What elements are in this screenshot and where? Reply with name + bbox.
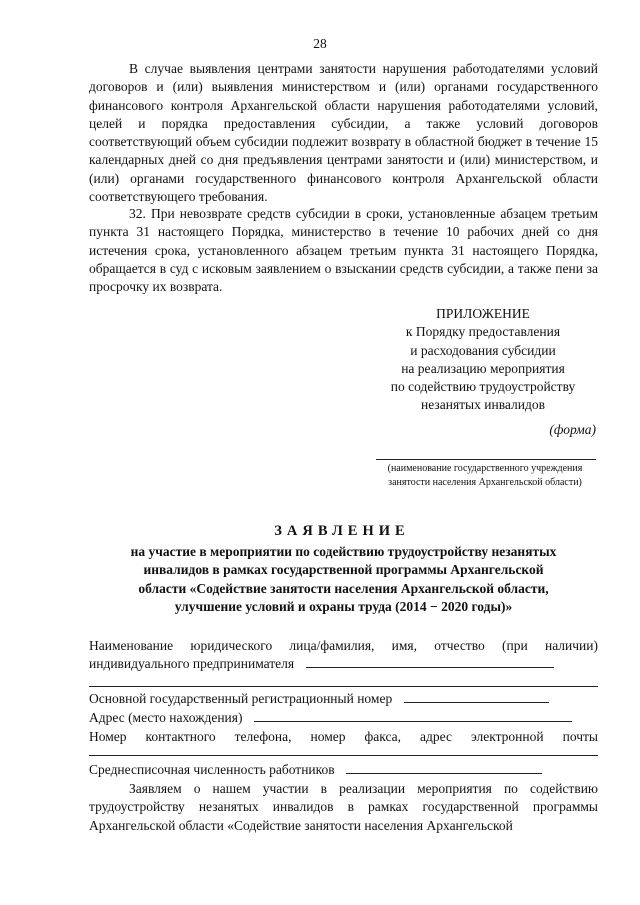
- field-ogrn-row: [89, 690, 598, 708]
- field-name-input[interactable]: [306, 655, 554, 668]
- subtitle-line: области «Содействие занятости населения Архангельской области,: [138, 580, 549, 596]
- field-name-extra-line[interactable]: [89, 686, 598, 687]
- subtitle-line: на участие в мероприятии по содействию трудоустройству незанятых: [130, 544, 557, 559]
- subtitle-line: улучшение условий и охраны труда (2014 − 2020 годы)»: [174, 598, 513, 614]
- statement-title: ЗАЯВЛЕНИЕ: [274, 523, 410, 539]
- appendix-line: на реализацию мероприятия: [401, 360, 565, 376]
- declaration-paragraph: Заявляем о нашем участии в реализации мероприятия по содействию трудоустройству незанятых инвалидов в рамках государственной программы Архангельской области «Содействие занятости населения Архангельской: [89, 781, 598, 833]
- appendix-block: [370, 305, 596, 415]
- field-name-row: [89, 655, 598, 673]
- field-headcount-label: Среднесписочная численность работников: [89, 762, 335, 777]
- field-address-input[interactable]: [254, 709, 572, 722]
- field-contacts-label: Номер контактного телефона, номер факса, адрес электронной почты: [89, 729, 598, 744]
- field-ogrn-input[interactable]: [404, 690, 549, 703]
- field-contacts-line[interactable]: [89, 755, 598, 756]
- appendix-line: к Порядку предоставления: [405, 324, 561, 340]
- field-ogrn-label: Основной государственный регистрационный номер: [89, 691, 393, 706]
- paragraph-violations: В случае выявления центрами занятости нарушения работодателями условий договоров и (или) выявления министерством и (или) органами государственного финансового контроля Архангельской области нарушения работодателями условий, целей и порядка предоставления субсидии, а также условий договоров соответствующий объем субсидии подлежит возврату в областной бюджет в течение 15 календарных дней со дня предъявления центрами занятости и (или) министерством, и (или) органами государственного финансового контроля Архангельской области соответствующего требования.: [89, 61, 598, 205]
- appendix-line: по содействию трудоустройству: [390, 379, 576, 395]
- field-name-label: Наименование юридического лица/фамилия, имя, отчество (при наличии): [89, 638, 598, 653]
- field-name-label2: индивидуального предпринимателя: [89, 656, 295, 671]
- appendix-line: и расходования субсидии: [410, 342, 556, 358]
- org-caption-line1: (наименование государственного учреждения: [387, 463, 583, 474]
- form-label: (форма): [549, 422, 596, 437]
- org-caption-line2: занятости населения Архангельской области): [388, 476, 582, 488]
- subtitle-line: инвалидов в рамках государственной программы Архангельской: [143, 562, 544, 578]
- appendix-title: ПРИЛОЖЕНИЕ: [436, 306, 530, 321]
- org-name-line: [376, 459, 596, 460]
- org-name-caption: [370, 462, 600, 489]
- appendix-line: незанятых инвалидов: [421, 397, 545, 413]
- page-number: 28: [313, 36, 327, 51]
- field-address-label: Адрес (место нахождения): [89, 710, 243, 725]
- field-headcount-input[interactable]: [346, 761, 542, 774]
- field-address-row: [89, 709, 598, 727]
- paragraph-32: 32. При невозврате средств субсидии в сроки, установленные абзацем третьим пункта 31 настоящего Порядка, министерство в течение 10 рабочих дней со дня истечения срока, установленного абзацем третьим пункта 31 настоящего Порядка, обращается в суд с исковым заявлением о взыскании средств субсидии, а также пени за просрочку их возврата.: [89, 206, 598, 295]
- statement-subtitle: [89, 543, 598, 616]
- field-headcount-row: [89, 761, 598, 779]
